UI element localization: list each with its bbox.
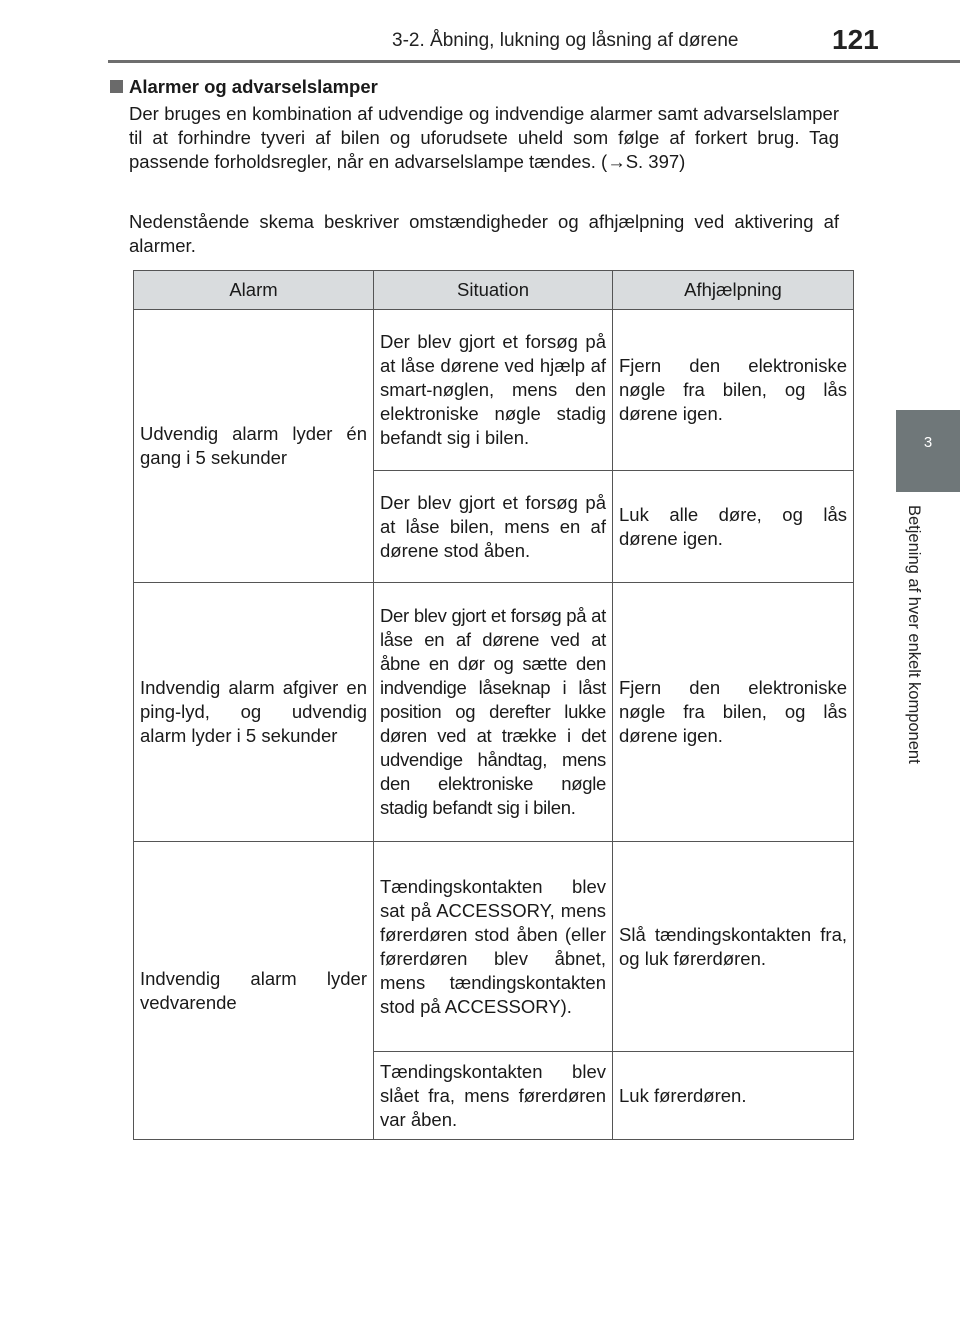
header-remedy: Afhjælpning <box>613 271 854 310</box>
chapter-tab <box>896 410 960 492</box>
table-row <box>134 842 854 1052</box>
table-header-row <box>134 271 854 310</box>
remedy-cell: Slå tændingskontakten fra, og luk førerdøren. <box>613 842 854 1052</box>
chapter-title: Betjening af hver enkelt komponent <box>905 505 923 764</box>
situation-cell: Der blev gjort et forsøg på at låse en af dørene ved at åbne en dør og sætte den indvendige låseknap i låst position og derefter lukke døren ved at trække i det udvendige håndtag, mens den elektroniske nøgle stadig befandt sig i bilen. <box>374 583 613 842</box>
table-row <box>134 310 854 471</box>
intro-paragraph: Der bruges en kombination af udvendige og indvendige alarmer samt advarselslamper til at forhindre tyveri af bilen og uforudsete uheld som følge af forkert brug. Tag passende forholdsregler, når en advarselslampe tændes. (→S. 397) <box>129 103 839 172</box>
alarm-cell: Udvendig alarm lyder én gang i 5 sekunder <box>134 310 374 583</box>
table-intro-paragraph: Nedenstående skema beskriver omstændigheder og afhjælpning ved aktivering af alarmer. <box>129 211 839 256</box>
section-heading <box>110 76 378 98</box>
situation-cell: Tændingskontakten blev slået fra, mens førerdøren var åben. <box>374 1052 613 1140</box>
square-bullet-icon <box>110 80 123 93</box>
page-header <box>0 0 960 62</box>
situation-cell: Tændingskontakten blev sat på ACCESSORY, mens førerdøren stod åben (eller førerdøren blev åbnet, mens tændingskontakten stod på ACCESSORY). <box>374 842 613 1052</box>
remedy-cell: Fjern den elektroniske nøgle fra bilen, og lås dørene igen. <box>613 310 854 471</box>
chapter-number: 3 <box>923 434 933 451</box>
alarm-cell: Indvendig alarm afgiver en ping-lyd, og udvendig alarm lyder i 5 sekunder <box>134 583 374 842</box>
page-number: 121 <box>832 24 879 55</box>
alarm-table <box>133 270 854 1140</box>
remedy-cell: Fjern den elektroniske nøgle fra bilen, og lås dørene igen. <box>613 583 854 842</box>
remedy-cell: Luk alle døre, og lås dørene igen. <box>613 471 854 583</box>
header-rule <box>108 60 960 63</box>
alarm-cell: Indvendig alarm lyder vedvarende <box>134 842 374 1140</box>
table-row <box>134 583 854 842</box>
header-alarm: Alarm <box>134 271 374 310</box>
section-heading-text: Alarmer og advarselslamper <box>129 76 378 97</box>
situation-cell: Der blev gjort et forsøg på at låse bilen, mens en af dørene stod åben. <box>374 471 613 583</box>
running-header-title: 3-2. Åbning, lukning og låsning af dørene <box>392 30 739 51</box>
remedy-cell: Luk førerdøren. <box>613 1052 854 1140</box>
situation-cell: Der blev gjort et forsøg på at låse dørene ved hjælp af smart-nøglen, mens den elektroniske nøgle stadig befandt sig i bilen. <box>374 310 613 471</box>
header-situation: Situation <box>374 271 613 310</box>
